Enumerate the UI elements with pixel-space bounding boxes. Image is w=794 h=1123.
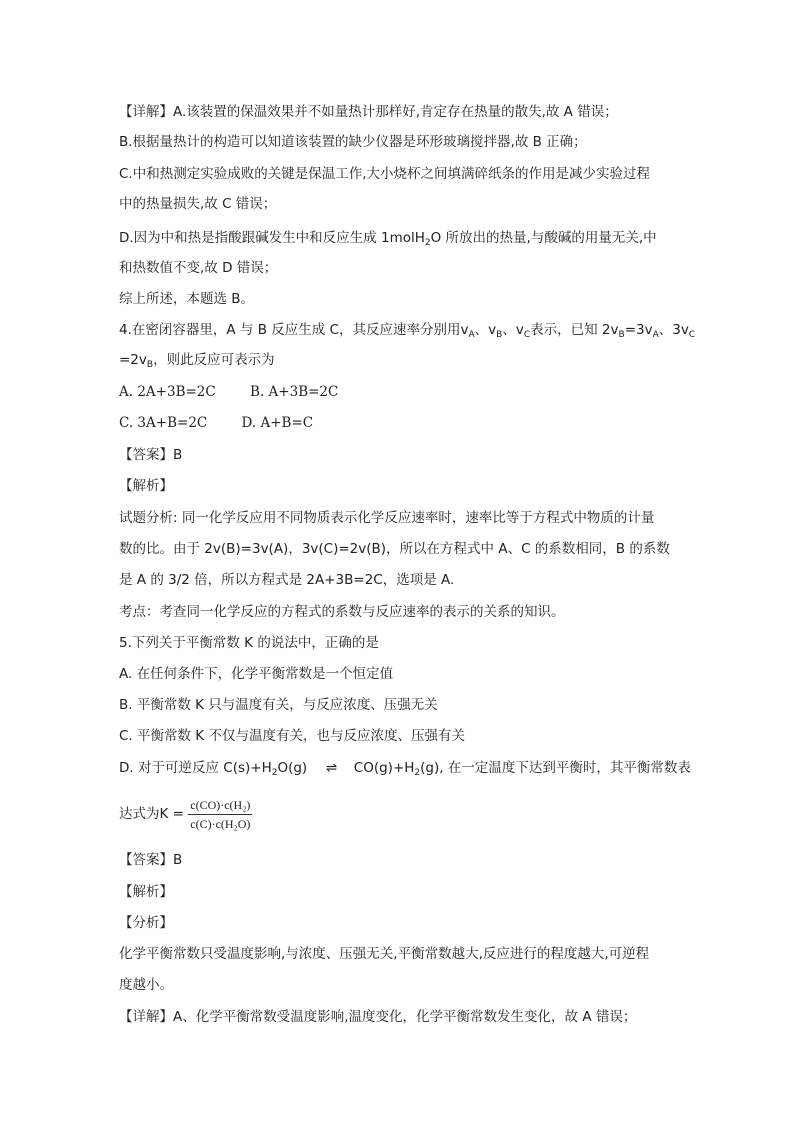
question-5-option-b: B. 平衡常数 K 只与温度有关，与反应浓度、压强无关 <box>119 697 438 713</box>
question-5-analysis-heading: 【解析】 <box>119 884 173 900</box>
question-5-option-d-line2: 达式为K = $\frac{\text{c(CO)·c(H₂)}}{\text{c(C)·c(H₂O)}}$ <box>119 797 251 831</box>
question-4-options-ab: A. 2A+3B=2C B. A+3B=2C <box>119 384 339 400</box>
summary-line: 综上所述，本题选 B。 <box>119 291 255 307</box>
question-4-answer: 【答案】B <box>119 447 183 463</box>
question-5-analyze-line2: 度越小。 <box>119 977 173 993</box>
question-5-detail-line1: 【详解】A、化学平衡常数受温度影响,温度变化，化学平衡常数发生变化，故 A 错误； <box>119 1009 637 1025</box>
question-5-option-d-line1: D. 对于可逆反应 $C(s)+H_2O(g)$ ⇌ $CO(g)+H_2(g)$, 在一定温度下达到平衡时，其平衡常数表 <box>119 760 691 778</box>
question-4-stem-line1: 4.在密闭容器里，A 与 B 反应生成 C，其反应速率分别用$v_A$、$v_B$、$v_C$表示，已知 $2v_B=3v_A$、$3v_C$ <box>119 322 696 340</box>
question-4-analysis-heading: 【解析】 <box>119 478 173 494</box>
detail-paragraph-d-line2: 和热数值不变,故 D 错误； <box>119 260 278 276</box>
question-4-analysis-line3: 是 A 的 3/2 倍，所以方程式是 2A+3B=2C，选项是 A. <box>119 572 455 588</box>
detail-paragraph-a: 【详解】A.该装置的保温效果并不如量热计那样好,肯定存在热量的散失,故 A 错误； <box>119 104 618 120</box>
question-4-analysis-line2: 数的比。由于 2v(B)=3v(A)，3v(C)=2v(B)，所以在方程式中 A、C 的系数相同，B 的系数 <box>119 541 670 557</box>
question-5-analyze-heading: 【分析】 <box>119 915 173 931</box>
reversible-arrow-icon: ⇌ <box>325 760 336 776</box>
detail-paragraph-c-line1: C.中和热测定实验成败的关键是保温工作,大小烧杯之间填满碎纸条的作用是减少实验过程 <box>119 166 651 182</box>
question-5-stem: 5.下列关于平衡常数 K 的说法中，正确的是 <box>119 635 379 651</box>
detail-paragraph-d-line1: D.因为中和热是指酸跟碱发生中和反应生成 1molH$_2$O 所放出的热量,与酸碱的用量无关,中 <box>119 230 657 248</box>
question-4-stem-line2: $=2v_B$，则此反应可表示为 <box>119 352 275 370</box>
equilibrium-constant-fraction: $\frac{\text{c(CO)·c(H₂)}}{\text{c(C)·c(H₂O)}}$ <box>190 797 251 831</box>
detail-paragraph-b: B.根据量热计的构造可以知道该装置的缺少仪器是环形玻璃搅拌器,故 B 正确； <box>119 134 587 150</box>
question-5-option-c: C. 平衡常数 K 不仅与温度有关，也与反应浓度、压强有关 <box>119 728 465 744</box>
question-4-analysis-line1: 试题分析: 同一化学反应用不同物质表示化学反应速率时，速率比等于方程式中物质的计量 <box>119 510 655 526</box>
question-4-knowledge-point: 考点：考查同一化学反应的方程式的系数与反应速率的表示的关系的知识。 <box>119 604 565 620</box>
detail-paragraph-c-line2: 中的热量损失,故 C 错误； <box>119 196 277 212</box>
question-5-answer: 【答案】B <box>119 852 183 868</box>
question-5-analyze-line1: 化学平衡常数只受温度影响,与浓度、压强无关,平衡常数越大,反应进行的程度越大,可逆程 <box>119 946 650 962</box>
question-5-option-a: A. 在任何条件下，化学平衡常数是一个恒定值 <box>119 666 394 682</box>
question-4-options-cd: C. 3A+B=2C D. A+B=C <box>119 415 314 431</box>
